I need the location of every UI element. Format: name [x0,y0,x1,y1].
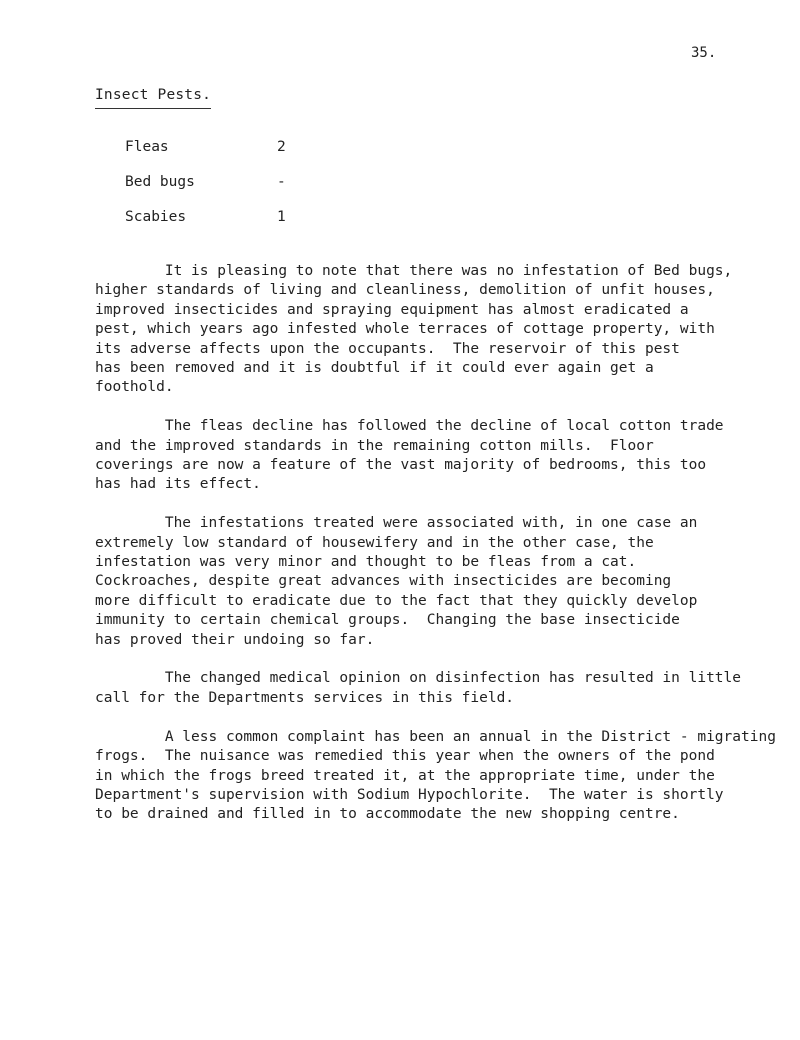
pest-name: Scabies [125,209,187,225]
paragraph-bed-bugs: It is pleasing to note that there was no infestation of Bed bugs, higher standards of living and cleanliness, demolition of unfit houses, improved insecticides and spraying equipment has almost eradicated a pest, which years ago infested whole terraces of cottage property, with its adverse affects upon the occupants. The reservoir of this pest has been removed and it is doubtful if it could ever again get a foothold. [95,263,733,396]
body-text [95,262,775,844]
pest-name: Bed bugs [125,174,195,190]
paragraph-disinfection: The changed medical opinion on disinfection has resulted in little call for the Departments services in this field. [95,670,742,706]
paragraph-infestations: The infestations treated were associated with, in one case an extremely low standard of housewifery and in the other case, the infestation was very minor and thought to be fleas from a cat. Cockroaches, despite great advances with insecticides are becoming more difficult to eradicate due to the fact that they quickly develop immunity to certain chemical groups. Changing the base insecticide has proved their undoing so far. [95,515,698,648]
page-number: 35. [691,45,717,61]
pest-name: Fleas [125,139,169,155]
pest-count: 2 [277,139,286,155]
paragraph-fleas: The fleas decline has followed the decline of local cotton trade and the improved standards in the remaining cotton mills. Floor coverings are now a feature of the vast majority of bedrooms, this too has had its effect. [95,418,724,493]
paragraph-migrating-frogs: A less common complaint has been an annual in the District - migrating frogs. The nuisance was remedied this year when the owners of the pond in which the frogs breed treated it, at the appropriate time, under the Department's supervision with Sodium Hypochlorite. The water is shortly to be drained and filled in to accommodate the new shopping centre. [95,728,776,823]
section-title: Insect Pests. [95,86,211,109]
pest-count: 1 [277,209,286,225]
pest-count: - [277,174,286,190]
